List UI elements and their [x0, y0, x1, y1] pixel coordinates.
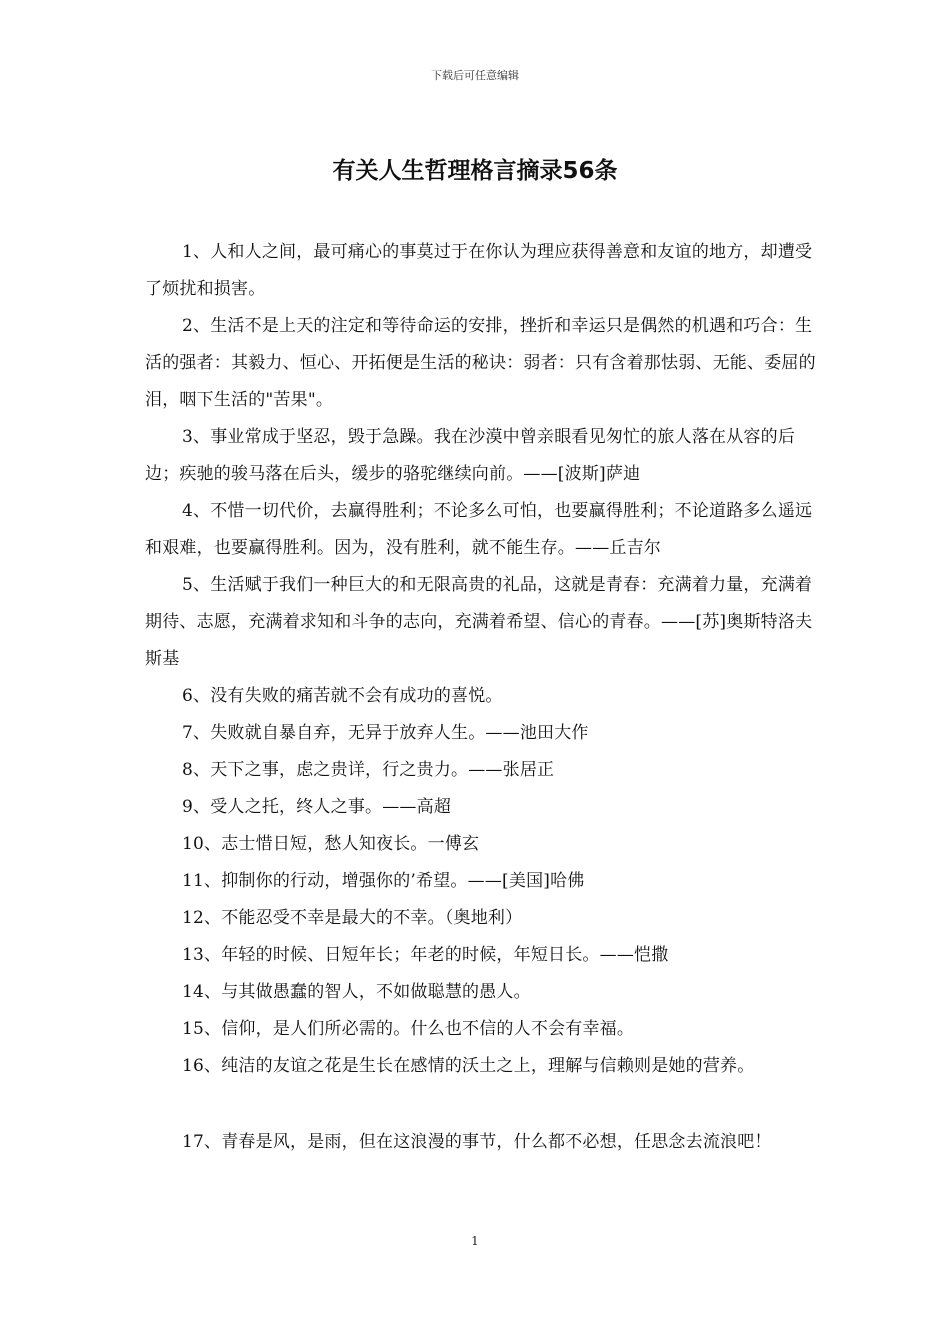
quote-paragraph: 14、与其做愚蠢的智人，不如做聪慧的愚人。: [182, 982, 531, 1002]
quote-paragraph: 3、事业常成于坚忍，毁于急躁。我在沙漠中曾亲眼看见匆忙的旅人落在从容的后边；疾驰的骏马落在后头，缓步的骆驼继续向前。——[波斯]萨迪: [145, 427, 796, 484]
quote-paragraph: 8、天下之事，虑之贵详，行之贵力。——张居正: [182, 760, 555, 780]
quote-paragraph: 12、不能忍受不幸是最大的不幸。（奥地利）: [182, 908, 523, 928]
quote-paragraph: 13、年轻的时候、日短年长；年老的时候，年短日长。——恺撒: [182, 945, 669, 965]
page-number: 1: [471, 1234, 479, 1248]
document-body: [145, 234, 817, 1161]
quote-paragraph: 16、纯洁的友谊之花是生长在感情的沃土之上，理解与信赖则是她的营养。: [182, 1056, 755, 1076]
page-header: 下载后可任意编辑: [431, 69, 519, 82]
quote-paragraph: 5、生活赋于我们一种巨大的和无限高贵的礼品，这就是青春：充满着力量，充满着期待、志愿，充满着求知和斗争的志向，充满着希望、信心的青春。——[苏]奥斯特洛夫斯基: [145, 575, 813, 669]
quote-paragraph: 2、生活不是上天的注定和等待命运的安排，挫折和幸运只是偶然的机遇和巧合：生活的强者：其毅力、恒心、开拓便是生活的秘诀：弱者：只有含着那怯弱、无能、委屈的泪，咽下生活的"苦果"。: [145, 316, 816, 410]
quote-paragraph: 9、受人之托，终人之事。——高超: [182, 797, 452, 817]
quote-paragraph: 4、不惜一切代价，去赢得胜利；不论多么可怕，也要赢得胜利；不论道路多么遥远和艰难，也要赢得胜利。因为，没有胜利，就不能生存。——丘吉尔: [145, 501, 813, 558]
quote-paragraph: 7、失败就自暴自弃，无异于放弃人生。——池田大作: [182, 723, 589, 743]
quote-paragraph: 15、信仰，是人们所必需的。什么也不信的人不会有幸福。: [182, 1019, 635, 1039]
quote-paragraph: 10、志士惜日短，愁人知夜长。一傅玄: [182, 834, 480, 854]
quote-paragraph: 6、没有失败的痛苦就不会有成功的喜悦。: [182, 686, 503, 706]
quote-paragraph: 11、抑制你的行动，增强你的’希望。——[美国]哈佛: [182, 871, 585, 891]
document-title: 有关人生哲理格言摘录56条: [332, 158, 618, 184]
quote-paragraph: 1、人和人之间，最可痛心的事莫过于在你认为理应获得善意和友谊的地方，却遭受了烦扰和损害。: [145, 242, 813, 299]
quote-paragraph: 17、青春是风，是雨，但在这浪漫的事节，什么都不必想，任思念去流浪吧！: [182, 1132, 772, 1152]
